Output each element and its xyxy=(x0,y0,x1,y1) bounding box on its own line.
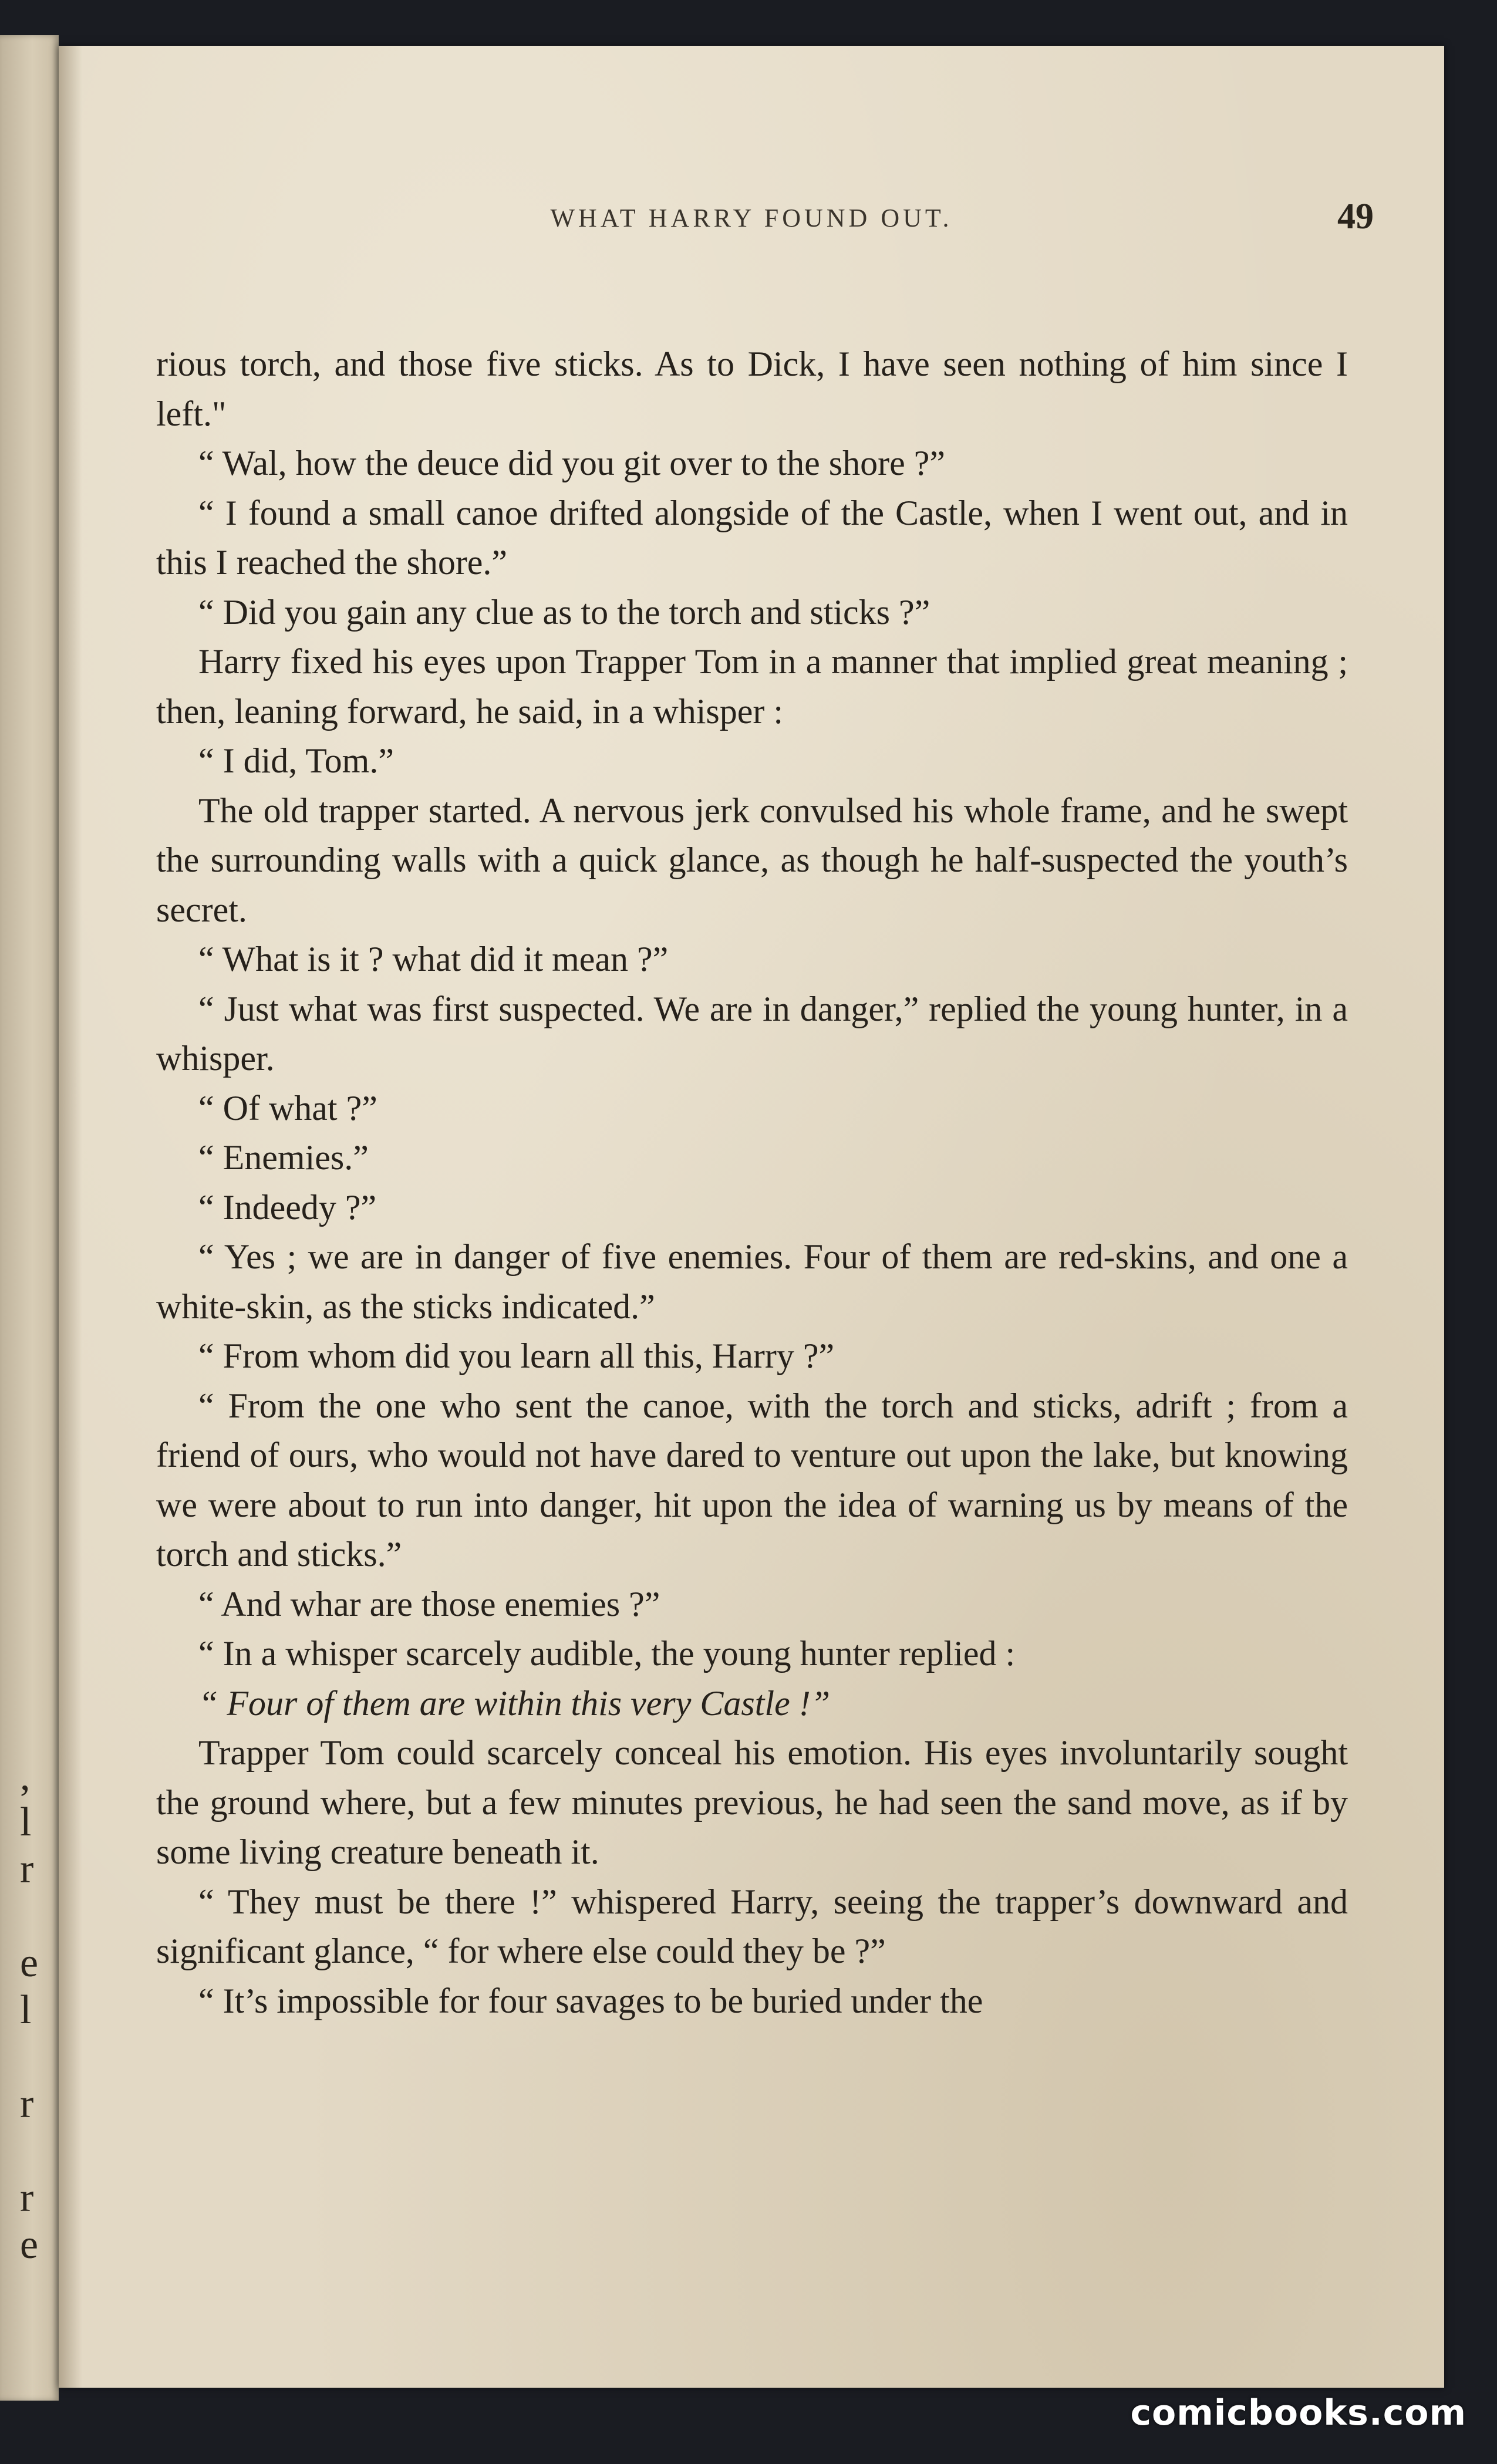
paragraph: “ I found a small canoe drifted alongside of the Castle, when I went out, and in this I reached the shore.” xyxy=(156,493,1348,582)
paragraph: “ In a whisper scarcely audible, the young hunter replied : xyxy=(198,1634,1016,1673)
paragraph: “ Wal, how the deuce did you git over to the shore ?” xyxy=(198,444,946,482)
facing-page-fragment: e xyxy=(20,1940,39,1986)
paragraph: “ Indeedy ?” xyxy=(198,1187,377,1227)
watermark: comicbooks.com xyxy=(1130,2392,1466,2433)
running-title: WHAT HARRY FOUND OUT. xyxy=(550,204,953,232)
facing-page-fragment: , xyxy=(20,1754,31,1799)
paragraph: “ And whar are those enemies ?” xyxy=(198,1584,660,1623)
paragraph: “ Yes ; we are in danger of five enemies. Four of them are red-skins, and one a white-skin, as the sticks indicated.” xyxy=(156,1237,1348,1326)
paragraph: rious torch, and those five sticks. As to Dick, I have seen nothing of him since I left." xyxy=(156,345,1348,433)
paragraph: Harry fixed his eyes upon Trapper Tom in a manner that implied great meaning ; then, leaning forward, he said, in a whisper : xyxy=(156,642,1348,731)
book-page xyxy=(59,46,1444,2388)
text-body xyxy=(156,339,1348,2026)
facing-page-fragment: l xyxy=(20,1800,32,1845)
facing-page-fragment: r xyxy=(20,2081,34,2127)
running-head xyxy=(59,197,1444,250)
paragraph: “ What is it ? what did it mean ?” xyxy=(198,940,669,978)
paragraph: “ Four of them are within this very Castle !” xyxy=(198,1683,831,1723)
page-gutter-shadow xyxy=(59,46,82,2388)
paragraph: “ Just what was first suspected. We are in danger,” replied the young hunter, in a whisper. xyxy=(156,989,1348,1078)
facing-page-edge xyxy=(0,35,59,2401)
paragraph: “ Did you gain any clue as to the torch and sticks ?” xyxy=(198,592,930,632)
paragraph: “ From whom did you learn all this, Harry ?” xyxy=(198,1336,835,1375)
facing-page-fragment: l xyxy=(20,1987,32,2033)
paragraph: “ I did, Tom.” xyxy=(198,741,394,780)
paragraph: “ Of what ?” xyxy=(198,1088,377,1128)
paragraph: Trapper Tom could scarcely conceal his emotion. His eyes involuntarily sought the ground where, but a few minutes previous, he had seen the sand move, as if by some living creature beneath it. xyxy=(156,1733,1348,1871)
paragraph: The old trapper started. A nervous jerk convulsed his whole frame, and he swept the surrounding walls with a quick glance, as though he half-suspected the youth’s secret. xyxy=(156,791,1348,929)
facing-page-fragment: r xyxy=(20,2175,34,2220)
paragraph: “ From the one who sent the canoe, with the torch and sticks, adrift ; from a friend of ours, who would not have dared to venture out upon the lake, but knowing we were about to run into danger, hit upon the idea of warning us by means of the torch and sticks.” xyxy=(156,1386,1348,1574)
page-number: 49 xyxy=(1337,197,1374,237)
paragraph: “ They must be there !” whispered Harry, seeing the trapper’s downward and significant glance, “ for where else could they be ?” xyxy=(156,1882,1348,1970)
facing-page-fragment: e xyxy=(20,2222,39,2267)
paragraph: “ It’s impossible for four savages to be buried under the xyxy=(198,1981,983,2020)
paragraph: “ Enemies.” xyxy=(198,1138,369,1177)
facing-page-fragment: r xyxy=(20,1847,34,1892)
